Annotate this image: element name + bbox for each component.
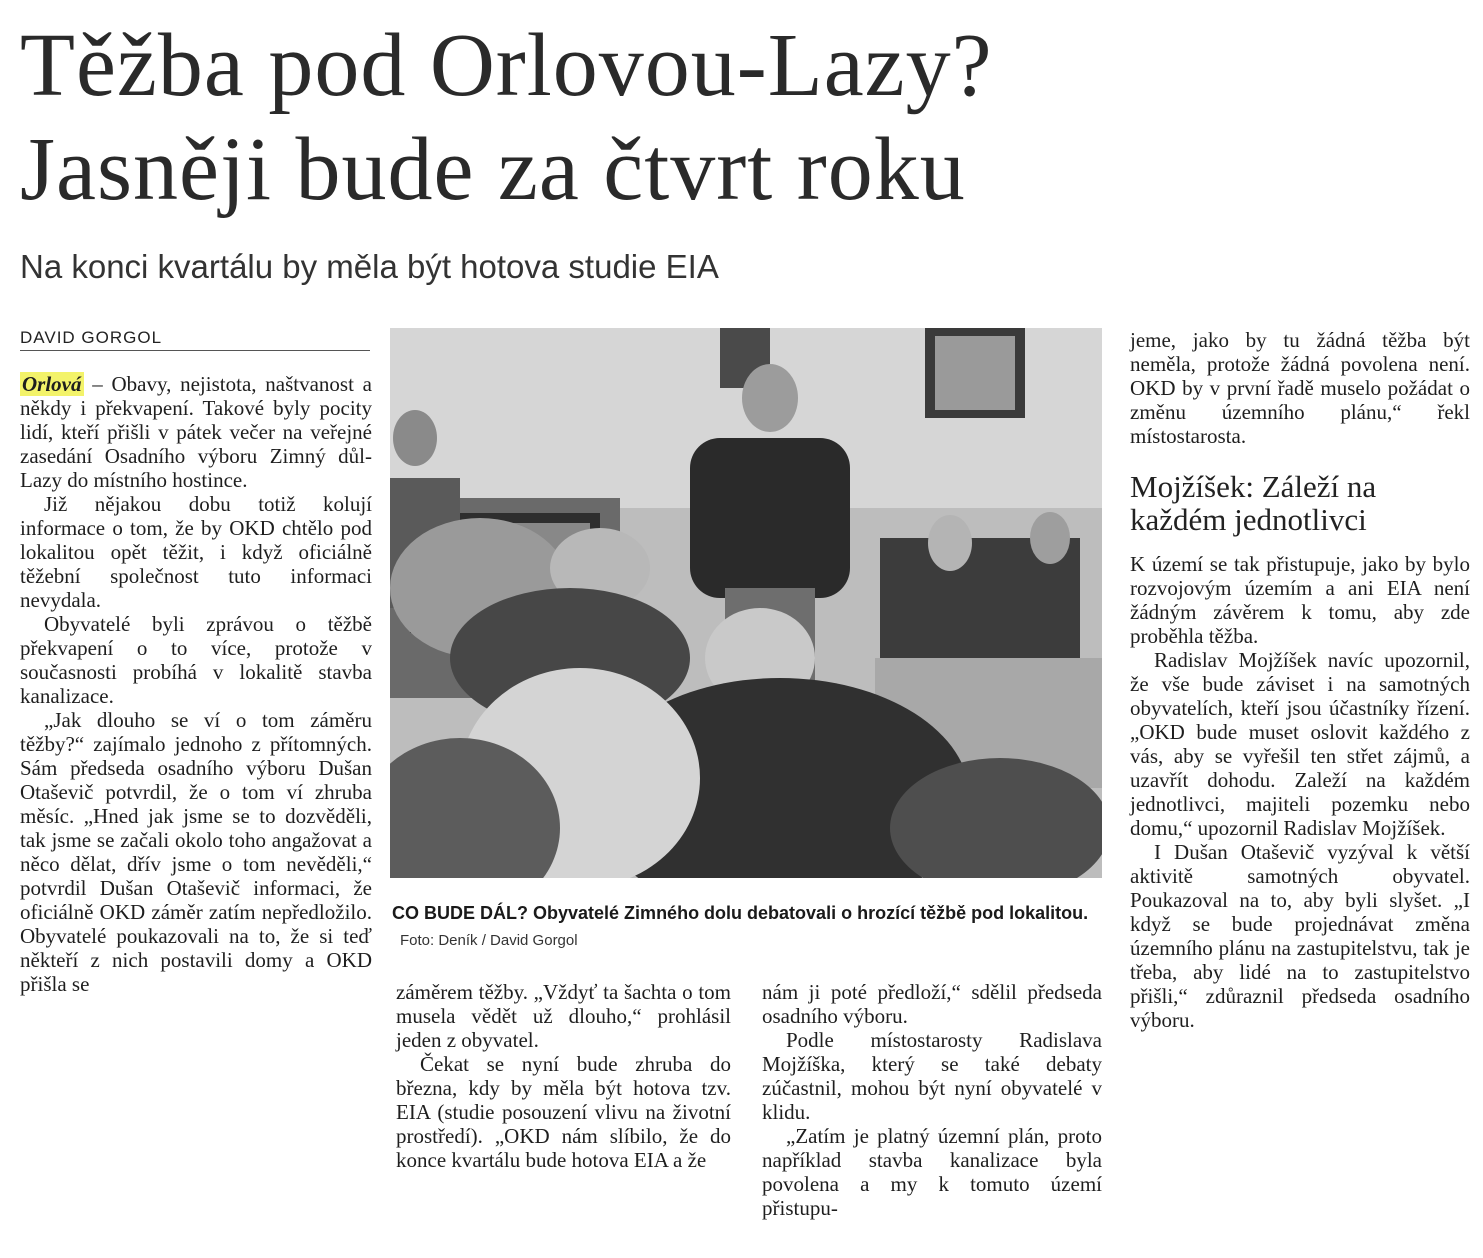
photo-credit: Foto: Deník / David Gorgol: [400, 932, 578, 949]
paragraph: „Zatím je platný územní plán, proto například stavba kanalizace byla povolena a my k tomuto území přistupu-: [762, 1124, 1102, 1220]
headline-line-2: Jasněji bude za čtvrt roku: [20, 120, 966, 219]
paragraph: Podle místostarosty Radislava Mojžíška, který se také debaty zúčastnil, mohou být nyní obyvatelé v klidu.: [762, 1028, 1102, 1124]
headline-line-1: Těžba pod Orlovou-Lazy?: [20, 16, 993, 115]
article-column-3: [762, 980, 1102, 1220]
byline: DAVID GORGOL: [20, 328, 370, 351]
paragraph: I Dušan Otaševič vyzýval k větší aktivitě samotných obyvatel. Poukazoval na to, aby byli slyšet. „I když se bude projednávat změna územního plánu na zastupitelstvu, tak je třeba, aby lidé na to zastupitelstvo přišli,“ zdůraznil předseda osadního výboru.: [1130, 840, 1470, 1032]
subheadline: Na konci kvartálu by měla být hotova studie EIA: [20, 248, 719, 285]
article-column-2: [396, 980, 731, 1172]
paragraph-text: – Obavy, nejistota, naštvanost a někdy i překvapení. Takové byly pocity lidí, kteří přišli v pátek večer na veřejné zasedání Osadního výboru Zimný důl-Lazy do místního hostince.: [20, 372, 372, 492]
article-column-1: [20, 372, 372, 996]
paragraph: Již nějakou dobu totiž kolují informace o tom, že by OKD chtělo pod lokalitou opět těžit, i když oficiálně těžební společnost tuto informaci nevydala.: [20, 492, 372, 612]
lead-paragraph: [20, 372, 372, 492]
photo-caption: [392, 900, 1102, 954]
photo-image: [390, 328, 1102, 878]
paragraph: jeme, jako by tu žádná těžba být neměla, protože žádná povolena není. OKD by v první řadě muselo požádat o změnu územního plánu,“ řekl místostarosta.: [1130, 328, 1470, 448]
paragraph: Obyvatelé byli zprávou o těžbě překvapení o to více, protože v současnosti probíhá v lokalitě stavba kanalizace.: [20, 612, 372, 708]
caption-text: Obyvatelé Zimného dolu debatovali o hrozící těžbě pod lokalitou.: [533, 903, 1089, 923]
caption-head: CO BUDE DÁL?: [392, 903, 528, 923]
dateline-place: Orlová: [22, 372, 82, 396]
paragraph: Čekat se nyní bude zhruba do března, kdy by měla být hotova tzv. EIA (studie posouzení vlivu na životní prostředí). „OKD nám slíbilo, že do konce kvartálu bude hotova EIA a že: [396, 1052, 731, 1172]
paragraph: „Jak dlouho se ví o tom záměru těžby?“ zajímalo jednoho z přítomných. Sám předseda osadního výboru Dušan Otaševič potvrdil, že o tom ví zhruba měsíc. „Hned jak jsme se to dozvěděli, tak jsme se začali okolo toho angažovat a něco dělat, dřív jsme o tom nevěděli,“ potvrdil Dušan Otaševič informaci, že oficiálně OKD záměr zatím nepředložilo. Obyvatelé poukazovali na to, že si teď někteří z nich postavili domy a OKD přišla se: [20, 708, 372, 996]
paragraph: Radislav Mojžíšek navíc upozornil, že vše bude záviset i na samotných obyvatelích, kteří jsou účastníky řízení. „OKD bude muset oslovit každého z vás, aby se vyřešil ten střet zájmů, a uzavřít dohodu. Zaleží na každém jednotlivci, majiteli pozemku nebo domu,“ upozornil Radislav Mojžíšek.: [1130, 648, 1470, 840]
paragraph: nám ji poté předloží,“ sdělil předseda osadního výboru.: [762, 980, 1102, 1028]
headline: [20, 14, 1460, 222]
article-photo: [390, 328, 1102, 878]
paragraph: K území se tak přistupuje, jako by bylo rozvojovým územím a ani EIA není žádným závěrem k tomu, aby zde proběhla těžba.: [1130, 552, 1470, 648]
paragraph: záměrem těžby. „Vždyť ta šachta o tom musela vědět už dlouho,“ prohlásil jeden z obyvatel.: [396, 980, 731, 1052]
section-subheading: Mojžíšek: Záleží na každém jednotlivci: [1130, 469, 1377, 537]
article-column-4: [1130, 328, 1470, 1032]
